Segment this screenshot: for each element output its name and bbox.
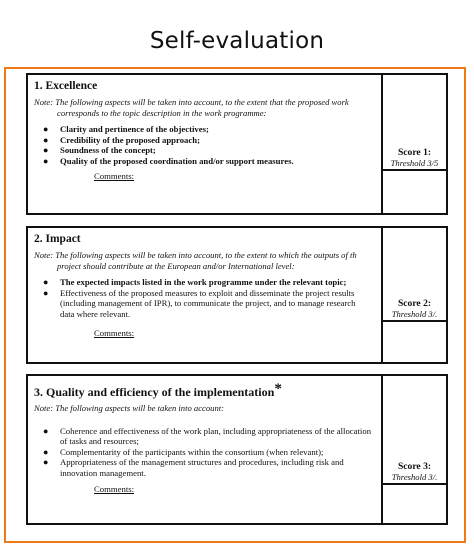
asterisk-mark: * (274, 381, 282, 397)
list-item: ● Clarity and pertinence of the objectives; (43, 124, 209, 134)
page-title: Self-evaluation (149, 28, 325, 54)
threshold-label: Threshold 3/. (391, 309, 438, 319)
section-note: Note: The following aspects will be taken into account, to the extent that the proposed work corresponds to the topic description in the work programme: (34, 97, 349, 118)
section-note: Note: The following aspects will be taken into account: (34, 403, 224, 413)
section-excellence (26, 73, 448, 215)
section-implementation (26, 374, 448, 525)
list-item: ● Appropriateness of the management structures and procedures, including risk and innovation management. (43, 457, 344, 478)
list-item: ● Quality of the proposed coordination and/or support measures. (43, 155, 294, 166)
list-item: ● Effectiveness of the proposed measures to exploit and disseminate the project results (43, 287, 355, 298)
score-label: Score 2: (397, 298, 432, 309)
score-label-box (383, 461, 446, 482)
criteria-list (34, 277, 375, 319)
score-label: Score 3: (397, 461, 432, 472)
list-item: ● Coherence and effectiveness of the work plan, including appropriateness of the allocation of tasks and resources; (43, 425, 372, 446)
threshold-label: Threshold 3/. (391, 472, 438, 482)
criteria-list (34, 124, 375, 166)
score-entry-field[interactable] (383, 169, 446, 213)
bullet-icon: ● (43, 277, 49, 287)
criteria-list (34, 426, 375, 479)
bullet-icon: ● (43, 155, 49, 166)
score-entry-field[interactable] (383, 483, 446, 523)
bullet-icon: ● (43, 287, 49, 298)
list-item-continued: data where relevant. (60, 308, 131, 319)
list-item: ● The expected impacts listed in the work programme under the relevant topic; (43, 277, 347, 287)
comments-label: Comments: (94, 171, 135, 181)
list-item: ● Complementarity of the participants within the consortium (when relevant); (43, 446, 324, 457)
score-label-box (383, 147, 446, 168)
section-heading: 3. Quality and efficiency of the implementation* (34, 381, 282, 399)
section-excellence-content (28, 75, 383, 213)
score-label: Score 1: (397, 147, 432, 158)
bullet-icon: ● (43, 457, 49, 467)
section-impact-content (28, 228, 383, 362)
bullet-icon: ● (43, 425, 49, 436)
comments-label: Comments: (94, 484, 135, 494)
section-implementation-content (28, 376, 383, 523)
section-heading: 2. Impact (34, 233, 81, 245)
bullet-icon: ● (43, 446, 49, 457)
bullet-icon: ● (43, 124, 49, 134)
list-item-continued: (including management of IPR), to communicate the project, and to manage research (60, 298, 356, 308)
section-heading: 1. Excellence (34, 80, 98, 92)
score-entry-field[interactable] (383, 320, 446, 362)
bullet-icon: ● (43, 134, 49, 145)
comments-label: Comments: (94, 328, 135, 338)
list-item: ● Credibility of the proposed approach; (43, 134, 200, 145)
section-note: Note: The following aspects will be taken into account, to the extent to which the outputs of th project should contribute at the European and/or International level: (34, 250, 357, 271)
threshold-label: Threshold 3/5 (390, 158, 439, 168)
bullet-icon: ● (43, 145, 49, 155)
section-impact (26, 226, 448, 364)
list-item: ● Soundness of the concept; (43, 145, 156, 155)
score-label-box (383, 298, 446, 319)
